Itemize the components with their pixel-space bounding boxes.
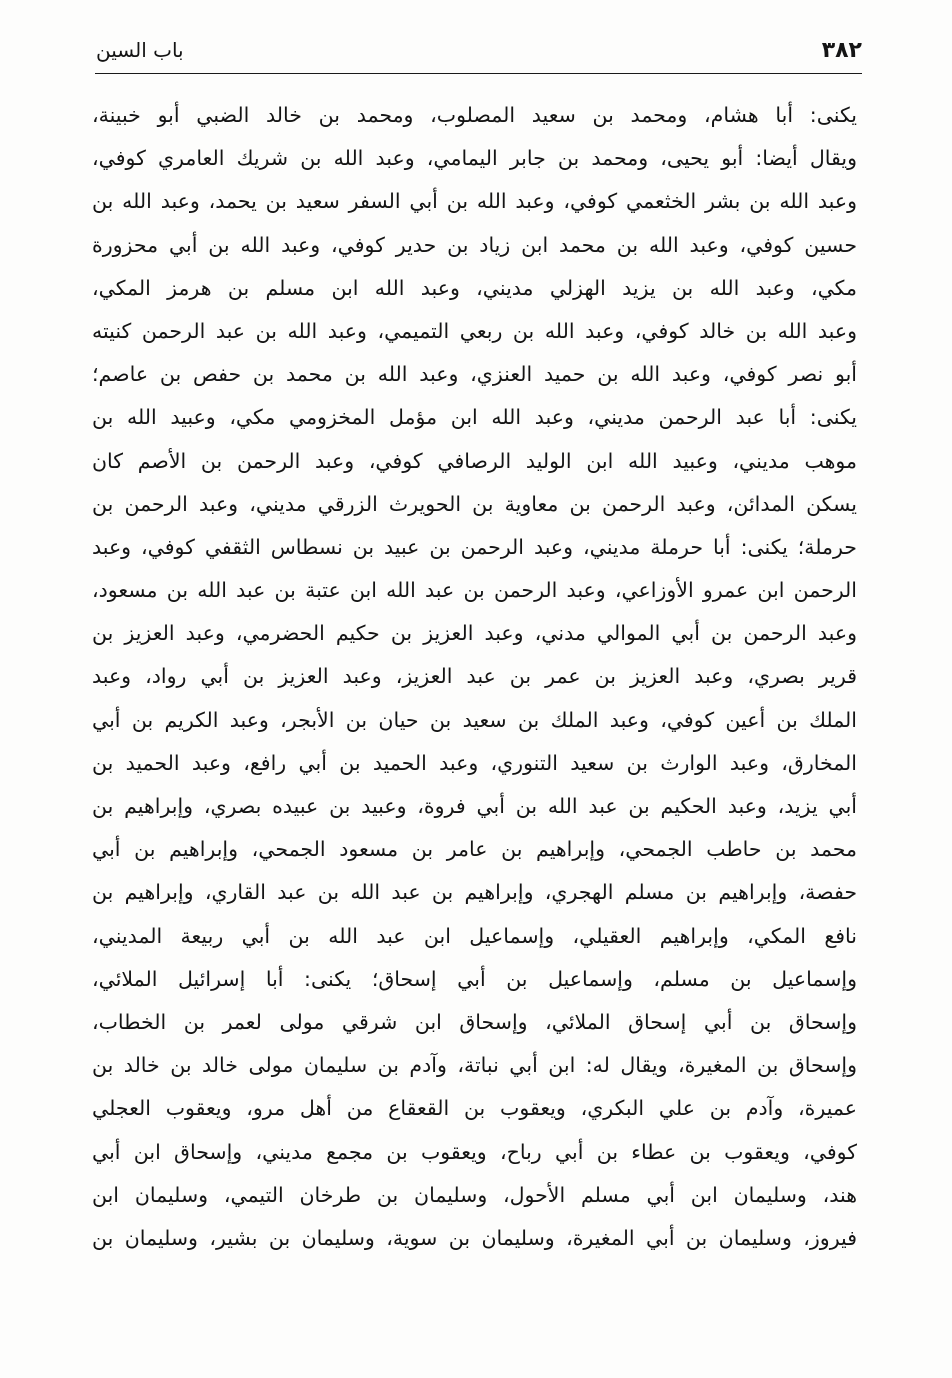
text-line: وعبد الله بن بشر الخثعمي كوفي، وعبد الله بن أبي السفر سعيد بن يحمد، وعبد الله بن: [92, 189, 857, 214]
text-line: مكي، وعبد الله بن يزيد الهزلي مديني، وعبد الله ابن مسلم بن هرمز المكي،: [92, 275, 857, 300]
text-line: حسين كوفي، وعبد الله بن محمد ابن زياد بن حدير كوفي، وعبد الله بن أبي محزورة: [92, 232, 857, 257]
text-line: موهب مديني، وعبيد الله ابن الوليد الرصافي كوفي، وعبد الرحمن بن الأصم كان: [92, 448, 857, 473]
text-line: أبي يزيد، وعبد الحكيم بن عبد الله بن أبي فروة، وعبيد بن عبيده بصري، وإبراهيم بن: [92, 794, 857, 818]
text-line: قرير بصري، وعبد العزيز بن عمر بن عبد العزيز، وعبد العزيز بن أبي رواد، وعبد: [92, 664, 857, 689]
text-line: ويقال أيضا: أبو يحيى، ومحمد بن جابر اليمامي، وعبد الله بن شريك العامري كوفي،: [92, 146, 857, 171]
text-line: وعبد الله بن خالد كوفي، وعبد الله بن ربعي التميمي، وعبد الله بن عبد الرحمن كنيته: [92, 318, 857, 343]
text-line: يكنى: أبا عبد الرحمن مديني، وعبد الله ابن مؤمل المخزومي مكي، وعبيد الله بن: [92, 405, 857, 430]
page-number: ٣٨٢: [821, 38, 862, 63]
text-line: كوفي، ويعقوب بن عطاء بن أبي رباح، ويعقوب بن مجمع مديني، وإسحاق ابن أبي: [92, 1139, 857, 1164]
text-line: نافع المكي، وإبراهيم العقيلي، وإسماعيل ابن عبد الله بن أبي ربيعة المديني،: [92, 923, 857, 948]
text-line: محمد بن حاطب الجمحي، وإبراهيم بن عامر بن مسعود الجمحي، وإبراهيم بن أبي: [92, 837, 857, 862]
text-line: حفصة، وإبراهيم بن مسلم الهجري، وإبراهيم بن عبد الله بن عبد القاري، وإبراهيم بن: [92, 880, 857, 905]
header-rule: [95, 73, 862, 74]
text-line: يسكن المدائن، وعبد الرحمن بن معاوية بن الحويرث الزرقي مديني، وعبد الرحمن بن: [92, 491, 857, 516]
text-line: عميرة، وآدم بن علي البكري، ويعقوب بن القعقاع من أهل مرو، ويعقوب العجلي: [92, 1096, 857, 1121]
text-line: أبو نصر كوفي، وعبد الله بن حميد العنزي، وعبد الله بن محمد بن حفص بن عاصم؛: [92, 362, 857, 387]
text-line: وإسحاق بن أبي إسحاق الملائي، وإسحاق ابن شرقي مولى لعمر بن الخطاب،: [92, 1009, 857, 1034]
chapter-title: باب السين: [96, 38, 184, 62]
text-line: الرحمن ابن عمرو الأوزاعي، وعبد الرحمن بن عبد الله ابن عتبة بن عبد الله بن مسعود،: [92, 578, 857, 603]
body-text-block: [92, 94, 857, 1260]
text-line: المخارق، وعبد الوارث بن سعيد التنوري، وعبد الحميد بن أبي رافع، وعبد الحميد بن: [92, 750, 857, 775]
text-line: حرملة؛ يكنى: أبا حرملة مديني، وعبد الرحمن بن عبيد بن نسطاس الثقفي كوفي، وعبد: [92, 534, 857, 559]
text-line: يكنى: أبا هشام، ومحمد بن سعيد المصلوب، ومحمد بن خالد الضبي أبو خبينة،: [92, 103, 857, 127]
page-header: [96, 38, 862, 63]
text-line: وعبد الرحمن بن أبي الموالي مدني، وعبد العزيز بن حكيم الحضرمي، وعبد العزيز بن: [92, 621, 857, 646]
text-line: الملك بن أعين كوفي، وعبد الملك بن سعيد بن حيان بن الأبجر، وعبد الكريم بن أبي: [92, 707, 857, 732]
text-line: فيروز، وسليمان بن أبي المغيرة، وسليمان بن سوية، وسليمان بن بشير، وسليمان بن: [92, 1225, 857, 1250]
text-line: وإسماعيل بن مسلم، وإسماعيل بن أبي إسحاق؛ يكنى: أبا إسرائيل الملائي،: [92, 966, 857, 991]
text-line: هند، وسليمان ابن أبي مسلم الأحول، وسليمان بن طرخان التيمي، وسليمان ابن: [92, 1182, 857, 1207]
text-line: وإسحاق بن المغيرة، ويقال له: ابن أبي نباتة، وآدم بن سليمان مولى خالد بن خالد بن: [92, 1053, 857, 1078]
